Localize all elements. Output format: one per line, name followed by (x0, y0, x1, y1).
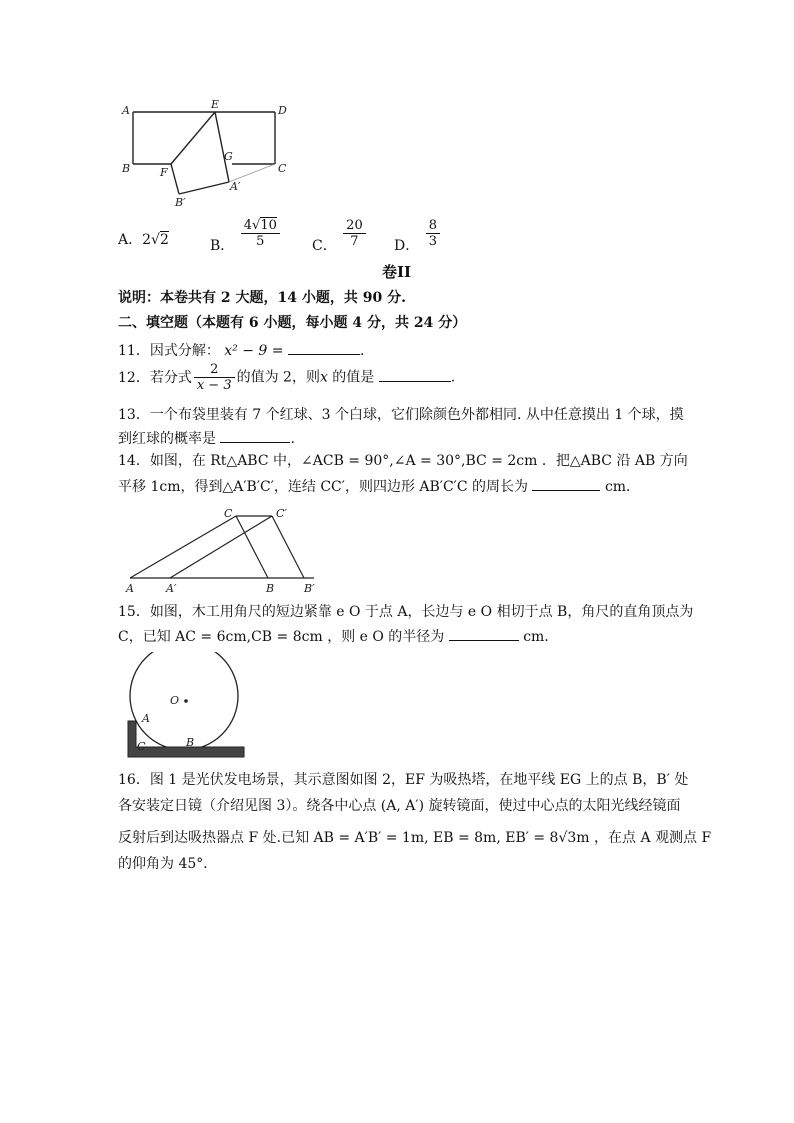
q12-var: x (319, 369, 328, 386)
circle-O (130, 652, 238, 750)
q14-figure (118, 504, 328, 596)
choice-d-den: 3 (428, 234, 437, 249)
question-16-line3: 反射后到达吸热器点 F 处.已知 AB = A′B′ = 1m, EB = 8m, EB′ = 8√3m ，在点 A 观测点 F (118, 830, 712, 846)
question-14-line2 (118, 476, 640, 497)
choice-b-label: B． (210, 237, 235, 254)
question-14-line1: 14．如图，在 Rt△ABC 中，∠ACB = 90°,∠A = 30°,BC = 2cm ．把△ABC 沿 AB 方向 (118, 453, 688, 469)
choice-b-den: 5 (256, 234, 265, 249)
q13-line2-text: 到红球的概率是 (118, 431, 216, 447)
q12-mid2: 的值是 (327, 369, 375, 386)
fig10-label-E: E (211, 98, 220, 111)
choice-b (210, 218, 282, 254)
choice-a (118, 230, 169, 250)
q14-line2-text: 平移 1cm，得到△A′B′C′，连结 CC′，则四边形 AB′C′C 的周长为 (118, 479, 529, 495)
question-12 (118, 362, 455, 398)
q15-unit: cm． (523, 629, 559, 645)
q12-answer-blank[interactable] (379, 367, 451, 382)
fig10-label-G: G (224, 150, 233, 163)
q10-figure (118, 98, 298, 210)
q13-end: . (290, 431, 295, 447)
fig10-label-C: C (278, 162, 287, 175)
choice-c (312, 218, 368, 254)
section-title: 卷II (382, 263, 412, 281)
section-note: 说明：本卷共有 2 大题，14 小题，共 90 分. (118, 290, 406, 306)
q15-answer-blank[interactable] (449, 626, 519, 641)
q15-label-O: O (170, 694, 180, 707)
q12-prefix: 12．若分式 (118, 369, 192, 386)
q14-answer-blank[interactable] (532, 476, 600, 491)
q12-den: x − 3 (196, 378, 232, 393)
q12-mid: 的值为 2，则 (236, 369, 320, 386)
choice-b-num-rad: 10 (260, 218, 277, 233)
choice-d-fraction (426, 218, 440, 249)
choice-d-label: D． (394, 237, 420, 254)
center-O-dot (184, 699, 188, 703)
q15-label-A: A (142, 712, 150, 725)
choice-b-fraction: $\frac{4√10}{5}$ (241, 218, 280, 249)
q13-answer-blank[interactable] (220, 428, 290, 443)
question-15-line2 (118, 626, 558, 647)
question-15-line1: 15．如图，木工用角尺的短边紧靠 e O 于点 A，长边与 e O 相切于点 B，角尺的直角顶点为 (118, 604, 694, 620)
choice-c-den: 7 (350, 234, 359, 249)
q15-line2-text: C，已知 AC = 6cm,CB = 8cm ，则 e O 的半径为 (118, 629, 445, 645)
q14-label-Bp: B′ (304, 582, 315, 595)
choice-a-radicand: 2 (159, 232, 169, 248)
question-16-line4: 的仰角为 45°． (118, 856, 218, 872)
q15-label-C: C (137, 740, 146, 753)
choice-b-num-coef: 4 (243, 218, 253, 233)
q14-edge-CB (236, 516, 268, 578)
edge-EF (171, 112, 215, 164)
part2-heading: 二、填空题（本题有 6 小题，每小题 4 分，共 24 分） (118, 315, 467, 331)
q14-edge-CpBp (272, 516, 304, 578)
q12-fraction (194, 362, 235, 393)
choice-c-fraction (343, 218, 366, 249)
edge-BpAp (179, 182, 229, 194)
q14-label-Cp: C′ (276, 507, 287, 520)
choices-row (118, 218, 448, 264)
choice-c-num: 20 (343, 218, 366, 234)
question-13-line2 (118, 428, 295, 449)
sqrt-symbol: √ (151, 232, 160, 248)
fig10-label-A: A (122, 104, 130, 117)
edge-FBp (171, 164, 179, 194)
q12-num: 2 (194, 362, 235, 378)
q11-answer-blank[interactable] (288, 340, 360, 355)
q12-end: . (450, 369, 456, 386)
q14-unit: cm． (604, 479, 641, 495)
question-16-line1: 16．图 1 是光伏发电场景，其示意图如图 2，EF 为吸热塔，在地平线 EG 上的点 B，B′ 处 (118, 772, 689, 788)
choice-c-label: C． (312, 237, 337, 254)
q14-label-Ap: A′ (166, 582, 177, 595)
choice-d-num: 8 (426, 218, 440, 234)
fig10-label-Ap: A′ (230, 180, 241, 193)
question-11 (118, 340, 364, 361)
fig10-label-D: D (278, 104, 287, 117)
q11-prefix: 11．因式分解： (118, 343, 220, 359)
edge-ApE (215, 112, 229, 182)
question-16-line2: 各安装定日镜（介绍见图 3）。绕各中心点 (A, A′) 旋转镜面，使过中心点的太阳光线经镜面 (118, 798, 681, 814)
q14-label-A: A (126, 582, 134, 595)
fig10-label-B: B (122, 162, 131, 175)
fig10-label-Bp: B′ (175, 196, 186, 209)
q14-label-B: B (266, 582, 275, 595)
choice-a-coef: 2 (142, 232, 152, 248)
fig10-label-F: F (160, 166, 168, 179)
choice-a-label: A． (118, 232, 143, 248)
choice-d (394, 218, 442, 254)
q11-end: . (359, 343, 365, 359)
question-13-line1: 13．一个布袋里装有 7 个红球、3 个白球，它们除颜色外都相同. 从中任意摸出 1 个球，摸 (118, 407, 684, 423)
q15-figure (122, 652, 252, 762)
q11-expression: x² − 9 = (224, 343, 284, 359)
q15-label-B: B (186, 736, 195, 749)
q14-label-C: C (224, 507, 233, 520)
